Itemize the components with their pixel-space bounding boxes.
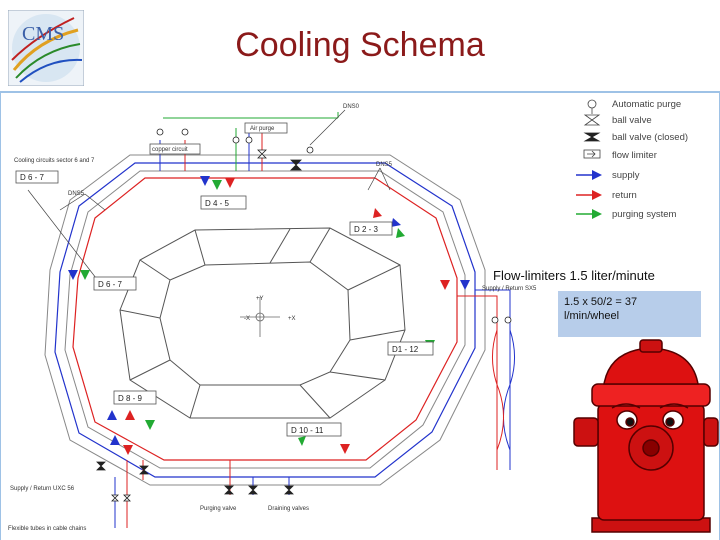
d112-label: D1 - 12 — [392, 345, 419, 354]
wheel-inner-structure — [120, 228, 405, 418]
calc-line-2: l/min/wheel — [564, 310, 620, 322]
axis-y-label: +Y — [256, 296, 264, 302]
legend-label-flow-limiter: flow limiter — [612, 150, 657, 161]
sx5-pipes — [457, 290, 515, 470]
dns5-left-label: DNS5 — [68, 191, 85, 197]
legend-purge-icon — [588, 100, 596, 114]
draining-valves-label: Draining valves — [268, 506, 310, 512]
legend-label-ball-valve: ball valve — [612, 115, 652, 126]
air-purge-label: Air purge — [250, 126, 275, 132]
flow-arrows — [68, 176, 470, 455]
legend-flow-limiter-icon — [584, 150, 600, 158]
purging-valve-label: Purging valve — [200, 506, 237, 512]
dns5-top-label: DNS5 — [376, 162, 393, 168]
supply-ring — [55, 163, 475, 477]
calc-line-1: 1.5 x 50/2 = 37 — [564, 296, 638, 308]
page-title: Cooling Schema — [235, 26, 485, 64]
valves — [97, 129, 511, 501]
axis-x-pos-label: +X — [288, 316, 296, 322]
calculation-box — [558, 291, 701, 337]
d67-top-label: D 6 - 7 — [20, 173, 45, 182]
legend-supply-arrow — [576, 170, 602, 180]
flow-limiters-note: Flow-limiters 1.5 liter/minute — [493, 268, 655, 283]
supply-return-sx5-label: Supply / Return SX5 — [482, 286, 537, 292]
legend — [576, 99, 688, 220]
legend-purging-arrow — [576, 209, 602, 219]
d67-label: D 6 - 7 — [98, 280, 123, 289]
dns0-label: DNS0 — [343, 104, 360, 110]
legend-label-ball-valve-closed: ball valve (closed) — [612, 132, 689, 143]
uxc-pipes — [115, 460, 289, 528]
axis-x-neg-label: -X — [244, 316, 250, 322]
logo-text: CMS — [22, 23, 65, 45]
legend-label-supply: supply — [612, 170, 640, 181]
legend-label-return: return — [612, 190, 637, 201]
d1011-label: D 10 - 11 — [291, 426, 324, 435]
legend-ball-valve-closed-icon — [585, 133, 599, 141]
legend-label-purging-system: purging system — [612, 209, 677, 220]
d45-label: D 4 - 5 — [205, 199, 230, 208]
copper-circuit-label: copper circuit — [152, 147, 188, 153]
supply-return-uxc-label: Supply / Return UXC 56 — [10, 486, 75, 492]
legend-return-arrow — [576, 190, 602, 200]
legend-ball-valve-icon — [585, 115, 599, 125]
d23-label: D 2 - 3 — [354, 225, 379, 234]
cooling-circuits-label: Cooling circuits sector 6 and 7 — [14, 158, 95, 164]
fire-hydrant-illustration — [574, 340, 718, 532]
d89-label: D 8 - 9 — [118, 394, 143, 403]
flexible-tubes-label: Flexible tubes in cable chains — [8, 526, 87, 532]
legend-label-purge: Automatic purge — [612, 99, 682, 110]
